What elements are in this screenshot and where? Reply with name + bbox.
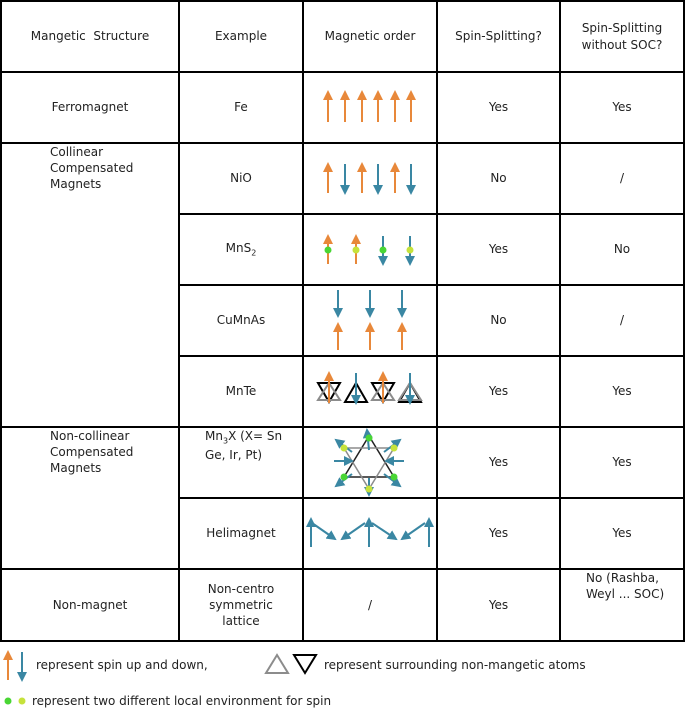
example-cell: $Mn_3X$ (X= Sn Ge, Ir, Pt) (205, 429, 283, 463)
spin-splitting-cell: No (490, 171, 507, 186)
mns2-spin-arrows (325, 236, 414, 264)
spin-splitting-cell: Yes (488, 242, 509, 257)
legend-atoms-label: represent surrounding non-mangetic atoms (324, 658, 586, 672)
nio-spin-arrows (328, 164, 411, 193)
example-cell: Helimagnet (206, 526, 276, 541)
legend-spin-icon (8, 652, 22, 680)
spin-splitting-cell: Yes (488, 100, 509, 115)
spin-splitting-no-soc-cell: / (619, 313, 625, 328)
spin-splitting-cell: Yes (488, 384, 509, 399)
example-cell: MnS$_2$ (225, 240, 257, 258)
header-example: Example (214, 29, 268, 44)
spin-splitting-no-soc-cell: / (619, 171, 625, 186)
example-cell: NiO (230, 171, 252, 186)
cumnas-spin-arrows (338, 290, 402, 350)
example-cell: Non-centro symmetric lattice (207, 581, 275, 629)
spin-splitting-cell: Yes (488, 526, 509, 541)
legend-environment-dots-icon (5, 698, 26, 705)
example-cell: MnTe (225, 384, 257, 399)
example-cell: Fe (234, 100, 248, 115)
spin-splitting-no-soc-cell: Yes (612, 526, 632, 541)
header-spin-splitting: Spin-Splitting? (455, 29, 542, 44)
helimagnet-spin-arrows (311, 519, 429, 547)
legend-environment-label: represent two different local environment for spin (32, 694, 332, 708)
spin-splitting-no-soc-cell: No (Rashba, Weyl ... SOC) (586, 571, 665, 602)
spin-splitting-no-soc-cell: No (613, 242, 631, 257)
header-structure: Mangetic Structure (30, 29, 150, 44)
spin-splitting-cell: Yes (488, 597, 509, 612)
group-ferromagnet: Ferromagnet (51, 100, 129, 115)
legend-spin-label: represent spin up and down, (36, 658, 208, 672)
mnte-spin-arrows (318, 373, 421, 403)
magnetic-order-cell: / (367, 597, 373, 612)
spin-splitting-no-soc-cell: Yes (612, 384, 632, 399)
fe-spin-arrows (328, 92, 411, 122)
example-cell: CuMnAs (216, 313, 266, 328)
group-collinear-compensated: Collinear Compensated Magnets (50, 145, 134, 192)
spin-splitting-no-soc-cell: Yes (612, 455, 632, 470)
group-non-magnet: Non-magnet (52, 597, 128, 612)
group-noncollinear-compensated: Non-collinear Compensated Magnets (50, 429, 134, 476)
header-spin-splitting-without-soc: Spin-Splitting without SOC? (581, 21, 663, 52)
legend-atom-triangles-icon (266, 655, 316, 673)
spin-splitting-no-soc-cell: Yes (612, 100, 632, 115)
header-magnetic-order: Magnetic order (324, 29, 416, 44)
spin-splitting-cell: No (490, 313, 507, 328)
spin-splitting-cell: Yes (488, 455, 509, 470)
mn3x-kagome-diagram (334, 430, 404, 495)
